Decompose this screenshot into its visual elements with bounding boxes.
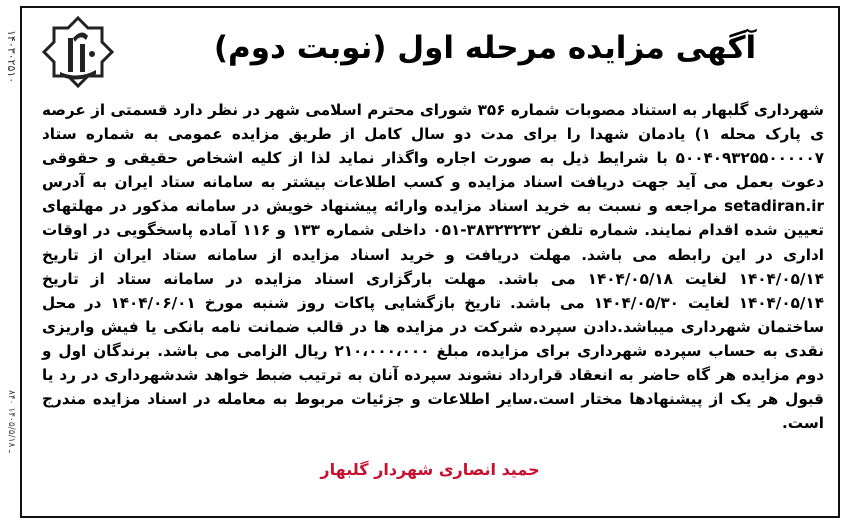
notice-header xyxy=(132,8,838,88)
signature: حمید انصاری شهردار گلبهار xyxy=(320,460,540,479)
notice-body: شهرداری گلبهار به استناد مصوبات شماره ۳۵۶ شورای محترم اسلامی شهر در نظر دارد قسمتی از عرصه ی پارک محله ۱) یادمان شهدا را برای مدت دو سال کامل از طریق مزایده عمومی به شماره ستاد ۵۰۰۴۰۹۳۲۵۵۰۰۰۰۰۷ با شرایط ذیل به صورت اجاره واگذار نماید لذا از کلیه اشخاص حقیقی و حقوقی دعوت بعمل می آید جهت دریافت اسناد مزایده و کسب اطلاعات بیشتر به سامانه ستاد ایران به آدرس setadiran.ir مراجعه و نسبت به خرید اسناد مزایده وارائه پیشنهاد خویش در سامانه مذکور در مهلتهای تعیین شده اقدام نمایند. شماره تلفن ۳۸۳۲۳۲۳۲-۰۵۱ داخلی شماره ۱۳۳ و ۱۱۶ آماده پاسخگویی در اوقات اداری در این رابطه می باشد. مهلت دریافت و خرید اسناد مزایده از سامانه ستاد ایران از تاریخ ۱۴۰۴/۰۵/۱۴ لغایت ۱۴۰۴/۰۵/۱۸ می باشد. مهلت بارگزاری اسناد مزایده در سامانه ستاد از تاریخ ۱۴۰۴/۰۵/۱۴ لغایت ۱۴۰۴/۰۵/۳۰ می باشد. تاریخ بازگشایی پاکات روز شنبه مورخ ۱۴۰۴/۰۶/۰۱ در محل ساختمان شهرداری میباشد.دادن سپرده شرکت در مزایده ها در قالب ضمانت نامه بانکی یا فیش واریزی نقدی به حساب سپرده شهرداری برای مزایده، مبلغ ۲۱۰،۰۰۰،۰۰۰ ریال الزامی می باشد. برندگان اول و دوم مزایده هر گاه حاضر به انعقاد قرارداد نشوند سپرده آنان به ترتیب ضبط خواهد شدشهرداری در رد یا قبول هر یک از پیشنهادها مختار است.سایر اطلاعات و جزئیات مربوط به معامله در اسناد مزایده مندرج است. xyxy=(42,101,825,433)
notice-title: آگهی مزایده مرحله اول (نوبت دوم) xyxy=(213,30,757,66)
side-date-code: ۸۴۰ ـ ۱۴۰۵/۵/۱۸ xyxy=(6,390,16,453)
notice-frame xyxy=(20,6,840,518)
municipality-logo-icon xyxy=(30,14,126,96)
side-reference-code: ۱۴۰۳۰۲۵۱۰ xyxy=(5,30,18,84)
